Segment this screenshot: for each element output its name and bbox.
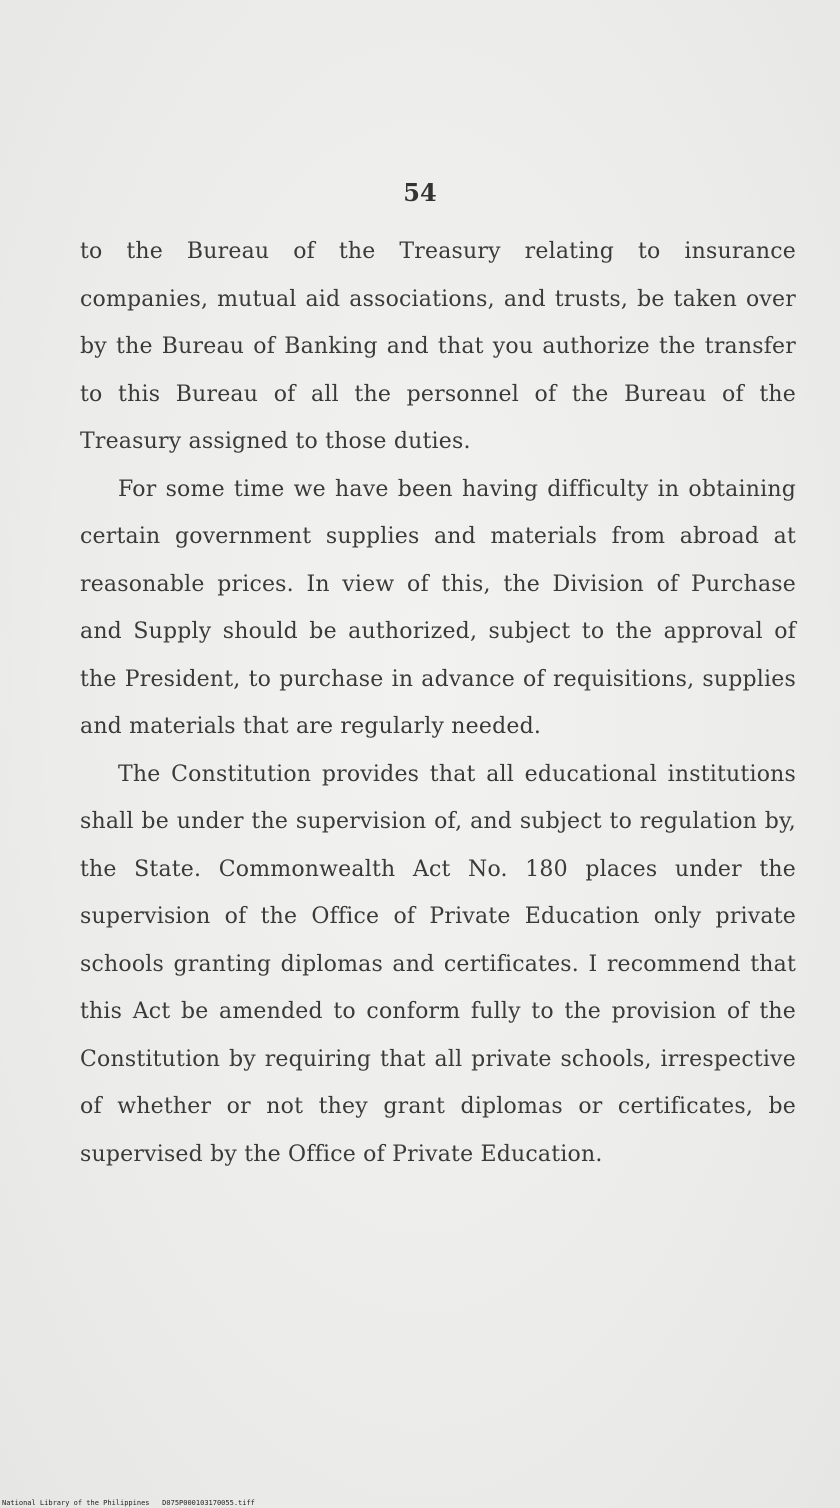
paragraph-continuation: to the Bureau of the Treasury relating to insurance companies, mutual aid associations, and trusts, be taken over by the Bureau of Banking and that you authorize the transfer to this Bureau of all the personnel of the Bureau of the Treasury assigned to those duties. <box>80 239 796 454</box>
page-number: 54 <box>403 178 437 207</box>
footer-filename: D075P000103170055.tiff <box>162 1499 255 1507</box>
paragraph-private-education: The Constitution provides that all educational institutions shall be under the supervision of, and subject to regulation by, the State. Commonwealth Act No. 180 places under the supervision of the Office of Private Education only private schools granting diplomas and certificates. I recommend that this Act be amended to conform fully to the provision of the Constitution by requiring that all private schools, irrespective of whether or not they grant diplomas or certificates, be supervised by the Office of Private Education. <box>80 761 796 1167</box>
scan-footer <box>2 1498 255 1508</box>
paragraph-purchase-supply: For some time we have been having difficulty in obtaining certain government supplies and materials from abroad at reasonable prices. In view of this, the Division of Purchase and Supply should be authorized, subject to the approval of the President, to purchase in advance of requisitions, supplies and materials that are regularly needed. <box>80 476 796 739</box>
footer-library: National Library of the Philippines <box>2 1499 150 1507</box>
body-text <box>80 228 796 1178</box>
